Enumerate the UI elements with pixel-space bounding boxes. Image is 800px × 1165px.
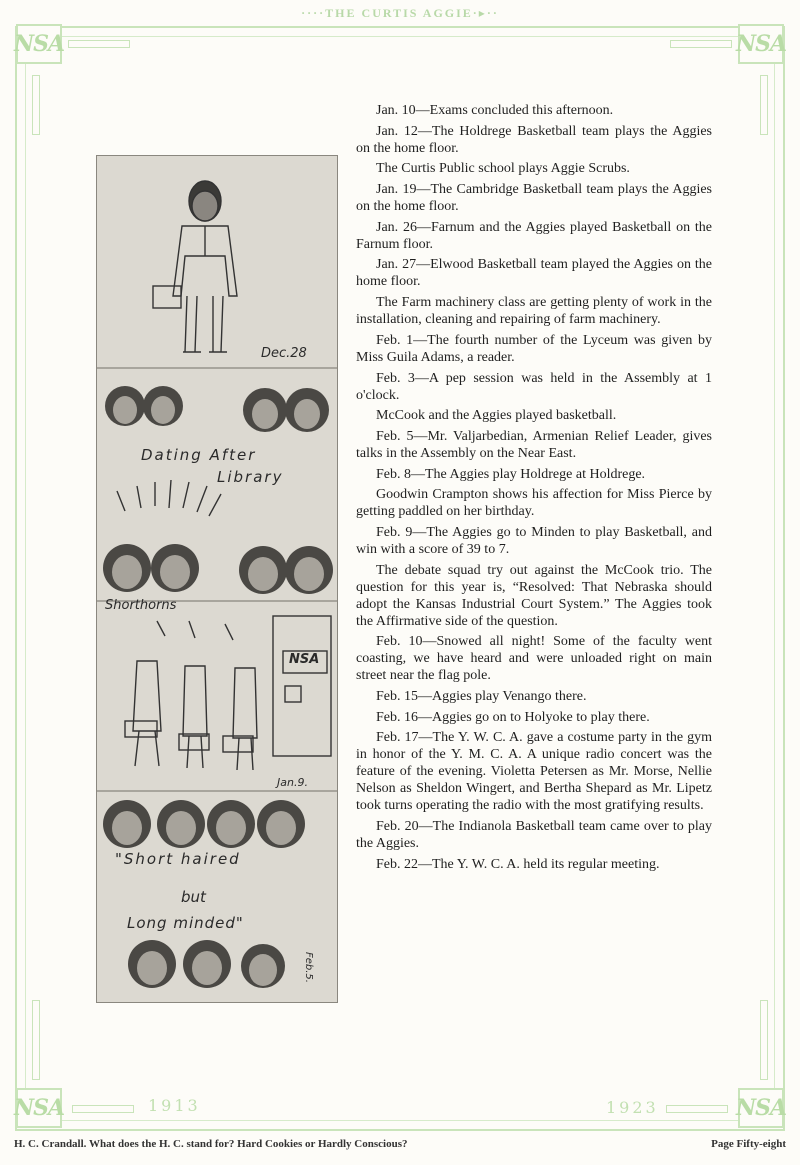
caption-shorthorns: Shorthorns — [105, 598, 177, 613]
entry: Feb. 10—Snowed all night! Some of the faculty went coasting, we have heard and were unloaded right on main street near the flag pole. — [356, 634, 712, 684]
border-bar-bottom-right — [666, 1105, 728, 1113]
photo-strip — [96, 155, 338, 1003]
border-bar-right-bottom — [760, 1000, 768, 1080]
caption-nsa-sign: NSA — [289, 652, 320, 667]
border-bar-top-right — [670, 40, 732, 48]
entry: Feb. 15—Aggies play Venango there. — [376, 689, 587, 704]
year-right: 1923 — [606, 1098, 659, 1117]
caption-dating-after: Dating After — [141, 446, 257, 464]
entry: The Curtis Public school plays Aggie Scrubs. — [376, 161, 630, 177]
year-left: 1913 — [148, 1096, 201, 1115]
entry: Feb. 8—The Aggies play Holdrege at Holdrege. — [376, 466, 646, 482]
entry: Jan. 19—The Cambridge Basketball team plays the Aggies on the home floor. — [356, 182, 712, 215]
calendar-entries — [356, 102, 712, 876]
running-head: ····THE CURTIS AGGIE·▸·· — [301, 6, 499, 20]
footer-joke: H. C. Crandall. What does the H. C. stand for? Hard Cookies or Hardly Conscious? — [14, 1138, 408, 1150]
entry: Jan. 27—Elwood Basketball team played the Aggies on the home floor. — [356, 257, 712, 290]
monogram-top-right: NSA — [738, 24, 784, 64]
caption-feb5: Feb.5. — [303, 952, 314, 983]
monogram-bottom-right: NSA — [738, 1088, 784, 1128]
entry: Jan. 10—Exams concluded this afternoon. — [376, 103, 614, 118]
entry: Goodwin Crampton shows his affection for Miss Pierce by getting paddled on her birthday. — [356, 487, 712, 520]
caption-but: but — [181, 888, 206, 906]
caption-jan9: Jan.9. — [277, 776, 308, 789]
page-number: Page Fifty-eight — [711, 1138, 786, 1150]
caption-library: Library — [217, 468, 284, 486]
entry: The debate squad try out against the McCook trio. The question for this year is, “Resolved: That Nebraska should adopt the Kansas Industrial Court System.” The Aggies took the Affirmative side of the question. — [356, 562, 712, 629]
entry: Jan. 26—Farnum and the Aggies played Basketball on the Farnum floor. — [356, 219, 712, 252]
photo-strip-art — [97, 156, 337, 1002]
entry: Feb. 22—The Y. W. C. A. held its regular meeting. — [376, 856, 660, 872]
entry: Feb. 9—The Aggies go to Minden to play Basketball, and win with a score of 39 to 7. — [356, 524, 712, 557]
entry: Jan. 12—The Holdrege Basketball team plays the Aggies on the home floor. — [356, 123, 712, 156]
border-bar-top-left — [68, 40, 130, 48]
caption-short-haired: "Short haired — [115, 850, 241, 868]
entry: McCook and the Aggies played basketball. — [376, 408, 617, 424]
border-bar-left-top — [32, 75, 40, 135]
entry: Feb. 20—The Indianola Basketball team came over to play the Aggies. — [356, 819, 712, 852]
monogram-bottom-left: NSA — [16, 1088, 62, 1128]
entry: The Farm machinery class are getting plenty of work in the installation, cleaning and repairing of farm machinery. — [356, 295, 712, 328]
border-bar-left-bottom — [32, 1000, 40, 1080]
caption-dec28: Dec.28 — [261, 346, 307, 361]
entry: Feb. 16—Aggies go on to Holyoke to play there. — [376, 709, 650, 725]
entry: Feb. 17—The Y. W. C. A. gave a costume party in the gym in honor of the Y. M. C. A. A unique radio concert was the feature of the evening. Violetta Petersen as Mr. Morse, Nellie Nelson as Sheldon Wingert, and Bertha Shepard as Mr. Lipetz took turns operating the radio with the most gratifying results. — [356, 730, 712, 814]
monogram-top-left: NSA — [16, 24, 62, 64]
border-bar-bottom-left — [72, 1105, 134, 1113]
entry: Feb. 1—The fourth number of the Lyceum was given by Miss Guila Adams, a reader. — [356, 332, 712, 365]
border-bar-right-top — [760, 75, 768, 135]
caption-long-minded: Long minded" — [127, 914, 244, 932]
entry: Feb. 5—Mr. Valjarbedian, Armenian Relief Leader, gives talks in the Assembly on the Near East. — [356, 428, 712, 461]
entry: Feb. 3—A pep session was held in the Assembly at 1 o'clock. — [356, 370, 712, 403]
